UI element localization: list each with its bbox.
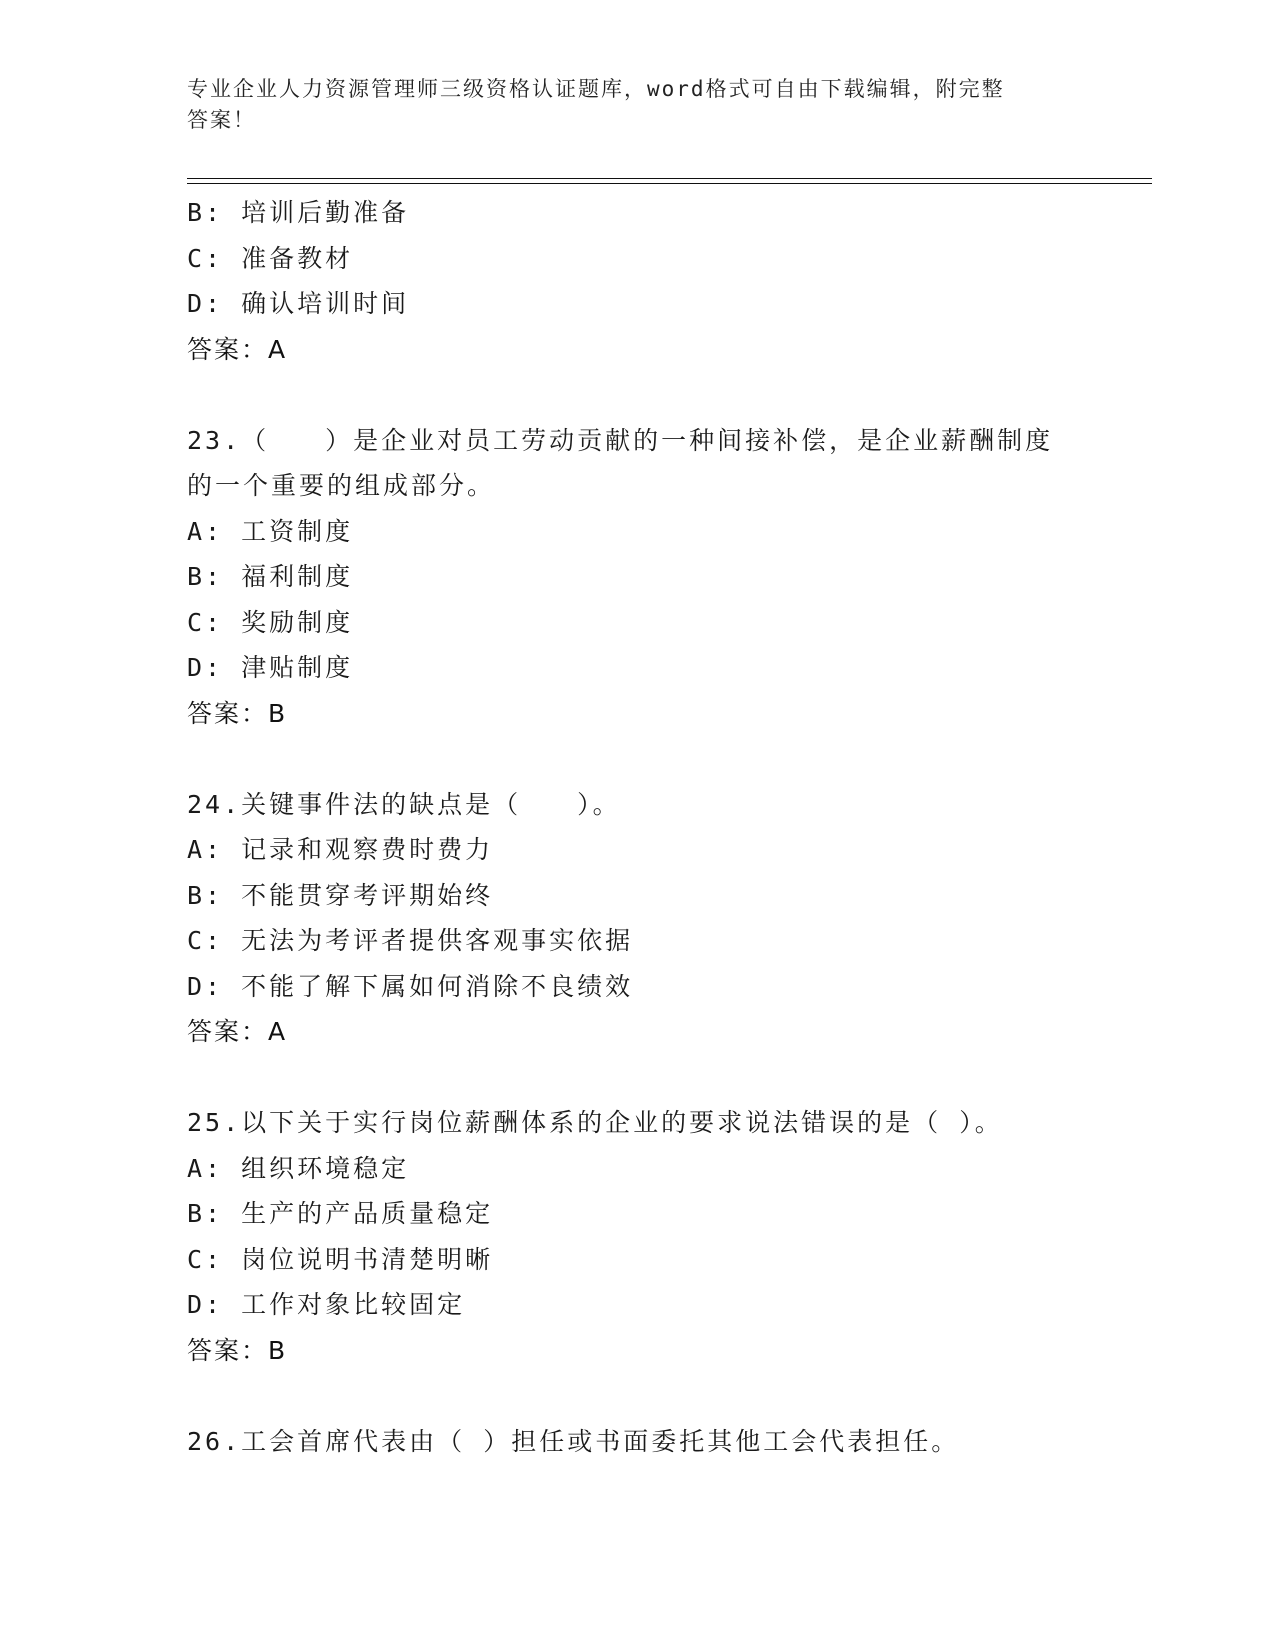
- question-list: [187, 190, 1087, 1464]
- option-d: D: 津贴制度: [187, 653, 354, 682]
- answer: 答案：B: [187, 698, 288, 728]
- answer: 答案：A: [187, 334, 288, 364]
- answer: 答案：A: [187, 1017, 288, 1046]
- document-header: [187, 74, 1067, 136]
- option-d: D: 工作对象比较固定: [187, 1290, 466, 1319]
- option-b: B: 福利制度: [187, 562, 354, 591]
- option-d: D: 确认培训时间: [187, 289, 410, 318]
- option-a: A: 工资制度: [187, 516, 354, 546]
- option-c: C: 奖励制度: [187, 607, 354, 637]
- option-c: C: 准备教材: [187, 243, 354, 273]
- header-rule-bottom: [187, 183, 1152, 184]
- answer: 答案：B: [187, 1335, 288, 1365]
- option-c: C: 岗位说明书清楚明晰: [187, 1244, 494, 1274]
- option-d: D: 不能了解下属如何消除不良绩效: [187, 971, 634, 1001]
- question-25: [187, 1100, 1087, 1373]
- question-text-line: 的一个重要的组成部分。: [187, 471, 496, 500]
- question-text-line: 24.关键事件法的缺点是（ ）。: [187, 789, 621, 819]
- question-text-line: 25.以下关于实行岗位薪酬体系的企业的要求说法错误的是（ ）。: [187, 1108, 1003, 1137]
- option-b: B: 生产的产品质量稳定: [187, 1199, 494, 1228]
- header-rule-top: [187, 178, 1152, 179]
- question-text-line: 26.工会首席代表由（ ）担任或书面委托其他工会代表担任。: [187, 1426, 960, 1456]
- option-b: B: 培训后勤准备: [187, 198, 410, 227]
- option-c: C: 无法为考评者提供客观事实依据: [187, 926, 634, 955]
- option-a: A: 组织环境稳定: [187, 1153, 410, 1183]
- header-line-1: 专业企业人力资源管理师三级资格认证题库，word格式可自由下载编辑，附完整: [187, 77, 1005, 101]
- question-24: [187, 782, 1087, 1055]
- question-22-continued: [187, 190, 1087, 372]
- option-a: A: 记录和观察费时费力: [187, 835, 494, 864]
- header-line-2: 答案！: [187, 108, 256, 132]
- question-26: [187, 1419, 1087, 1465]
- question-23: [187, 418, 1087, 737]
- question-text-line: 23.（ ）是企业对员工劳动贡献的一种间接补偿，是企业薪酬制度: [187, 425, 1054, 455]
- option-b: B: 不能贯穿考评期始终: [187, 880, 494, 910]
